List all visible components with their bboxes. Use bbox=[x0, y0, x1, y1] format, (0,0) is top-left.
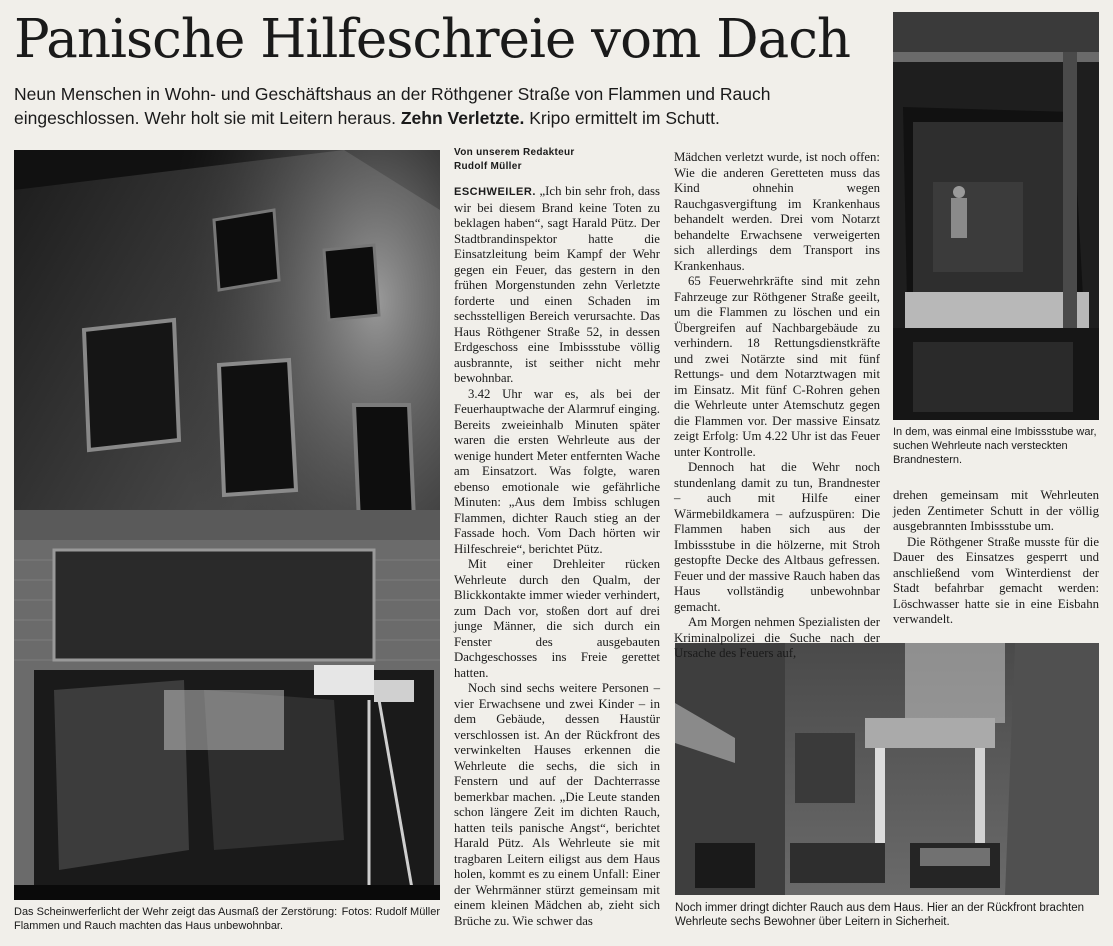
photo-burnt-snackbar bbox=[893, 12, 1099, 420]
photo-credit: Fotos: Rudolf Müller bbox=[341, 906, 440, 918]
article-paragraph: drehen gemeinsam mit Wehrleuten jeden Zentimeter Schutt in der völlig ausgebrannten Imbissstube um. bbox=[893, 488, 1099, 533]
article-column-2 bbox=[674, 150, 880, 662]
deck bbox=[14, 82, 884, 130]
article-column-3 bbox=[893, 488, 1099, 628]
byline-author: Rudolf Müller bbox=[454, 161, 522, 172]
caption-main bbox=[14, 905, 440, 933]
article-paragraph-text: „Ich bin sehr froh, dass wir bei diesem Brand keine Toten zu beklagen haben“, sagt Harald Pütz. Der Stadtbrandinspektor hatte die Einsatzleitung beim Kampf der Wehr gegen ein Feuer, das gestern in den frühen Morgenstunden zehn Verletzte forderte und einen Schaden im sechsstelligen Bereich verursachte. Das Haus Röthgener Straße 52, in dessen Erdgeschoss eine Imbissstube völlig ausbrannte, ist seither nicht mehr bewohnbar. bbox=[454, 184, 661, 385]
headline: Panische Hilfeschreie vom Dach bbox=[14, 9, 851, 70]
caption-topright: In dem, was einmal eine Imbissstube war, suchen Wehrleute nach versteckten Brandnestern. bbox=[893, 426, 1097, 466]
deck-text-1: Neun Menschen in Wohn- und Geschäftshaus an der Röthgener Straße von Flammen und Rauch eingeschlossen. Wehr holt sie mit Leitern heraus. bbox=[14, 84, 771, 128]
caption-bottomright: Noch immer dringt dichter Rauch aus dem Haus. Hier an der Rückfront brachten Wehrleute sechs Bewohner über Leitern in Sicherheit. bbox=[675, 902, 1085, 928]
article-paragraph: 65 Feuerwehrkräfte sind mit zehn Fahrzeuge zur Röthgener Straße geeilt, um die Flammen zu löschen und ein Übergreifen auf Nachbargebäude zu verhindern. 18 Rettungsdienstkräfte und zwei Notärzte sind mit fünf Rettungs- und dem Notarztwagen mit im Einsatz. Mit fünf C-Rohren gehen die Wehrleute unter Atemschutz gegen die Flammen vor. Der massive Einsatz zeigt Erfolg: Um 4.22 Uhr ist das Feuer unter Kontrolle. bbox=[674, 274, 880, 459]
byline-role: Von unserem Redakteur bbox=[454, 147, 575, 158]
article-paragraph: 3.42 Uhr war es, als bei der Feuerhauptwache der Alarmruf einging. Bereits zweieinhalb Minuten später waren die ersten Wehrleute aus der wenige hundert Meter entfernten Wache am Einsatzort. Was folgte, waren ebenso emotionale wie gefährliche Minuten: „Aus dem Imbiss schlugen Flammen, dichter Rauch stieg an der Fassade hoch. Vom Dach hörten wir Hilfeschreie“, berichtet Pütz. bbox=[454, 386, 660, 556]
photo-rear-smoke bbox=[675, 643, 1099, 895]
article-column-1 bbox=[454, 146, 660, 929]
article-paragraph: Dennoch hat die Wehr noch stundenlang damit zu tun, Brandnester – auch mit Hilfe einer Wärmebildkamera – aufzuspüren: Die Flammen haben sich aus der Imbissstube in die hölzerne, mit Stroh gestopfte Decke des Altbaus gefressen. Feuer und der massive Rauch haben das Haus vollständig unbewohnbar gemacht. bbox=[674, 460, 880, 614]
deck-bold: Zehn Verletzte. bbox=[400, 108, 525, 128]
article-paragraph: Am Morgen nehmen Spezialisten der Kriminalpolizei die Suche nach der Ursache des Feuers auf, bbox=[674, 615, 880, 660]
article-paragraph: Mit einer Drehleiter rücken Wehrleute durch den Qualm, der Blickkontakte immer wieder verhindert, zum Dach vor, stoßen dort auf drei junge Männer, die sich durch ein Fenster des ausgebauten Dachgeschosses ins Freie gerettet hatten. bbox=[454, 557, 660, 680]
byline bbox=[454, 146, 660, 174]
photo-building-facade bbox=[14, 150, 440, 900]
article-paragraph: Noch sind sechs weitere Personen – vier Erwachsene und zwei Kinder – in dem Gebäude, dessen Haustür verschlossen ist. An der Rückfront des verwinkelten Hauses erkennen die Wehrleute die sechs, die sich in Fenstern und auf der Dachterrasse bemerkbar machen. „Die Leute standen schon längere Zeit im dichten Rauch, hatten teils panische Angst“, berichtet Harald Pütz. Als Wehrleute sie mit tragbaren Leitern eiligst aus dem Haus holen, kommt es zu einem Unfall: Einer der Wehrmänner stürzt gemeinsam mit einem kleinen Mädchen ab, zieht sich Brüche zu. Wie schwer das bbox=[454, 681, 660, 928]
article-paragraph: Die Röthgener Straße musste für die Dauer des Einsatzes gesperrt und anschließend vom Winterdienst der Stadt befahrbar gemacht werden: Löschwasser hatte sie in eine Eisbahn verwandelt. bbox=[893, 534, 1099, 626]
dateline: ESCHWEILER. bbox=[454, 186, 536, 198]
article-paragraph: Mädchen verletzt wurde, ist noch offen: Wie die anderen Geretteten muss das Kind ohnehin wegen Rauchgasvergiftung im Krankenhaus behandelt werden. Drei vom Notarzt behandelte Erwachsene verweigerten sich allerdings dem Transport ins Krankenhaus. bbox=[674, 150, 880, 273]
caption-main-text: Das Scheinwerferlicht der Wehr zeigt das Ausmaß der Zerstörung: Flammen und Rauch machten das Haus unbewohnbar. bbox=[14, 906, 338, 932]
article-paragraph bbox=[454, 184, 660, 387]
deck-text-2: Kripo ermittelt im Schutt. bbox=[529, 108, 720, 128]
